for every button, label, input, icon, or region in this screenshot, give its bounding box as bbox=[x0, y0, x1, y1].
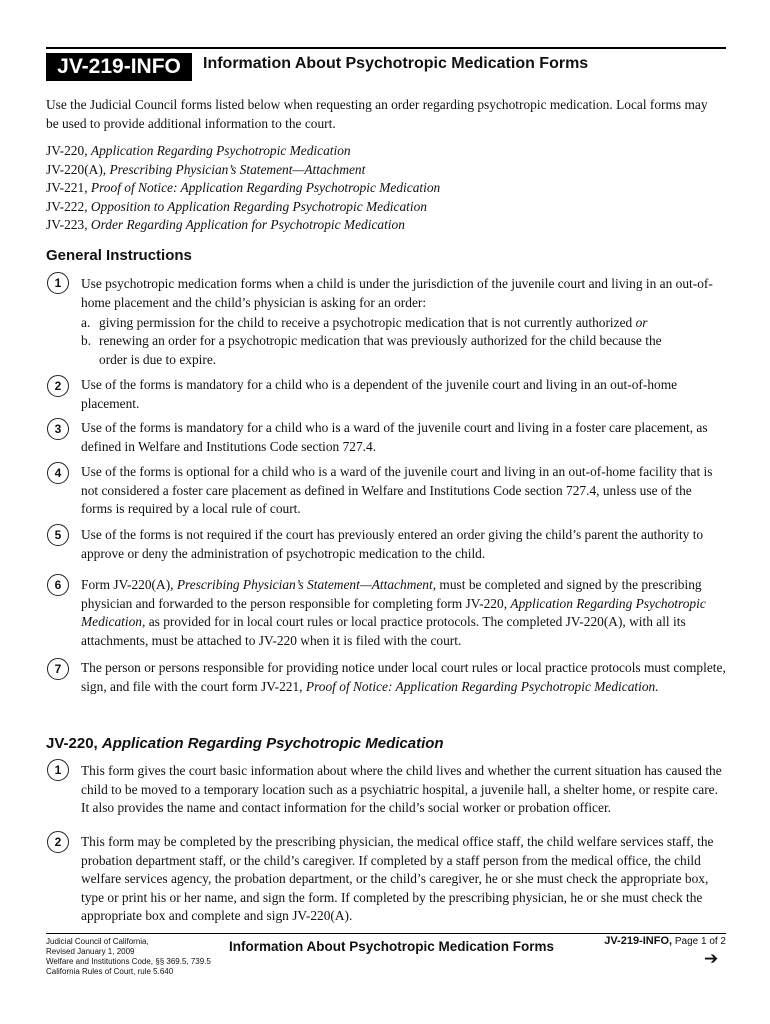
instruction-item: Use of the forms is mandatory for a child who is a dependent of the juvenile court and living in an out-of-home placement. bbox=[81, 377, 678, 411]
instruction-item: The person or persons responsible for providing notice under local court rules or local practice protocols must complete, sign, and file with the court form JV-221, Proof of Notice: Application Regarding Psychotropic Medication. bbox=[81, 660, 726, 694]
general-instructions-heading: General Instructions bbox=[46, 247, 192, 264]
jv220-heading: JV-220, Application Regarding Psychotropic Medication bbox=[46, 735, 444, 752]
header-rule bbox=[46, 47, 726, 49]
item-number-badge: 1 bbox=[47, 759, 69, 781]
form-title: Information About Psychotropic Medication Forms bbox=[203, 55, 589, 72]
item-number-badge: 5 bbox=[47, 524, 69, 546]
form-list bbox=[46, 142, 716, 235]
footer-page-number: JV-219-INFO, Page 1 of 2 bbox=[604, 935, 726, 947]
item-number-badge: 4 bbox=[47, 462, 69, 484]
instruction-item: Form JV-220(A), Prescribing Physician’s Statement—Attachment, must be completed and signed by the prescribing physician and forwarded to the person responsible for completing form JV-220, Application Regarding Psychotropic Medication, as provided for in local court rules or local practice protocols. The completed JV-220(A), with all its attachments, must be attached to JV-220 when it is filed with the court. bbox=[81, 577, 706, 648]
jv220-item: This form gives the court basic information about where the child lives and whether the current situation has caused the child to be moved to a temporary location such as a psychiatric hospital, a juvenile hall, a shelter home, or respite care. It also provides the name and contact information for the child’s social worker or probation officer. bbox=[81, 763, 722, 815]
form-list-item: JV-220(A), Prescribing Physician’s Statement—Attachment bbox=[46, 161, 366, 177]
item-number-badge: 6 bbox=[47, 574, 69, 596]
footer-citation: Judicial Council of California, Revised January 1, 2009 Welfare and Institutions Code, §§ 369.5, 739.5 California Rules of Court, rule 5.640 bbox=[46, 937, 211, 976]
item-number-badge: 3 bbox=[47, 418, 69, 440]
next-page-arrow-icon: ➔ bbox=[704, 949, 719, 969]
form-list-item: JV-223, Order Regarding Application for Psychotropic Medication bbox=[46, 217, 405, 232]
instruction-item: Use psychotropic medication forms when a child is under the jurisdiction of the juvenile court and living in an out-of-home placement and the child’s physician is asking for an order: bbox=[81, 276, 713, 310]
form-number-badge: JV-219-INFO bbox=[46, 53, 192, 81]
instruction-item: Use of the forms is optional for a child who is a ward of the juvenile court and living in an out-of-home facility that is not considered a foster care placement as defined in Welfare and Institutions Code section 727.4, unless use of the forms is required by a local rule of court. bbox=[81, 464, 713, 516]
item-number-badge: 2 bbox=[47, 375, 69, 397]
sub-item-a: a. giving permission for the child to receive a psychotropic medication that is not currently authorized or bbox=[81, 315, 648, 330]
footer-rule bbox=[46, 933, 726, 934]
sub-item-b: b. renewing an order for a psychotropic medication that was previously authorized for the child because the order is due to expire. bbox=[81, 333, 662, 367]
item-number-badge: 1 bbox=[47, 272, 69, 294]
instruction-item: Use of the forms is mandatory for a child who is a ward of the juvenile court and living in a foster care placement, as defined in Welfare and Institutions Code section 727.4. bbox=[81, 420, 708, 454]
form-list-item: JV-221, Proof of Notice: Application Regarding Psychotropic Medication bbox=[46, 180, 441, 195]
item-number-badge: 2 bbox=[47, 831, 69, 853]
item-number-badge: 7 bbox=[47, 658, 69, 680]
intro-paragraph: Use the Judicial Council forms listed below when requesting an order regarding psychotropic medication. Local forms may be used to provide additional information to the court. bbox=[46, 97, 708, 131]
form-list-item: JV-222, Opposition to Application Regarding Psychotropic Medication bbox=[46, 198, 427, 214]
footer-title: Information About Psychotropic Medication Forms bbox=[229, 939, 555, 954]
form-list-item: JV-220, Application Regarding Psychotropic Medication bbox=[46, 143, 351, 158]
jv220-item: This form may be completed by the prescribing physician, the medical office staff, the child welfare services staff, the probation department staff, or the child’s caregiver. If completed by a staff person from the medical office, the child welfare services agency, the probation department, or the child’s caregiver, he or she must check the appropriate box, type or print his or her name, and sign the form. If completed by the prescribing physician, he or she must check the appropriate box and complete and sign JV-220(A). bbox=[81, 834, 714, 923]
instruction-item: Use of the forms is not required if the court has previously entered an order giving the child’s parent the authority to approve or deny the administration of psychotropic medication to the child. bbox=[81, 527, 704, 561]
